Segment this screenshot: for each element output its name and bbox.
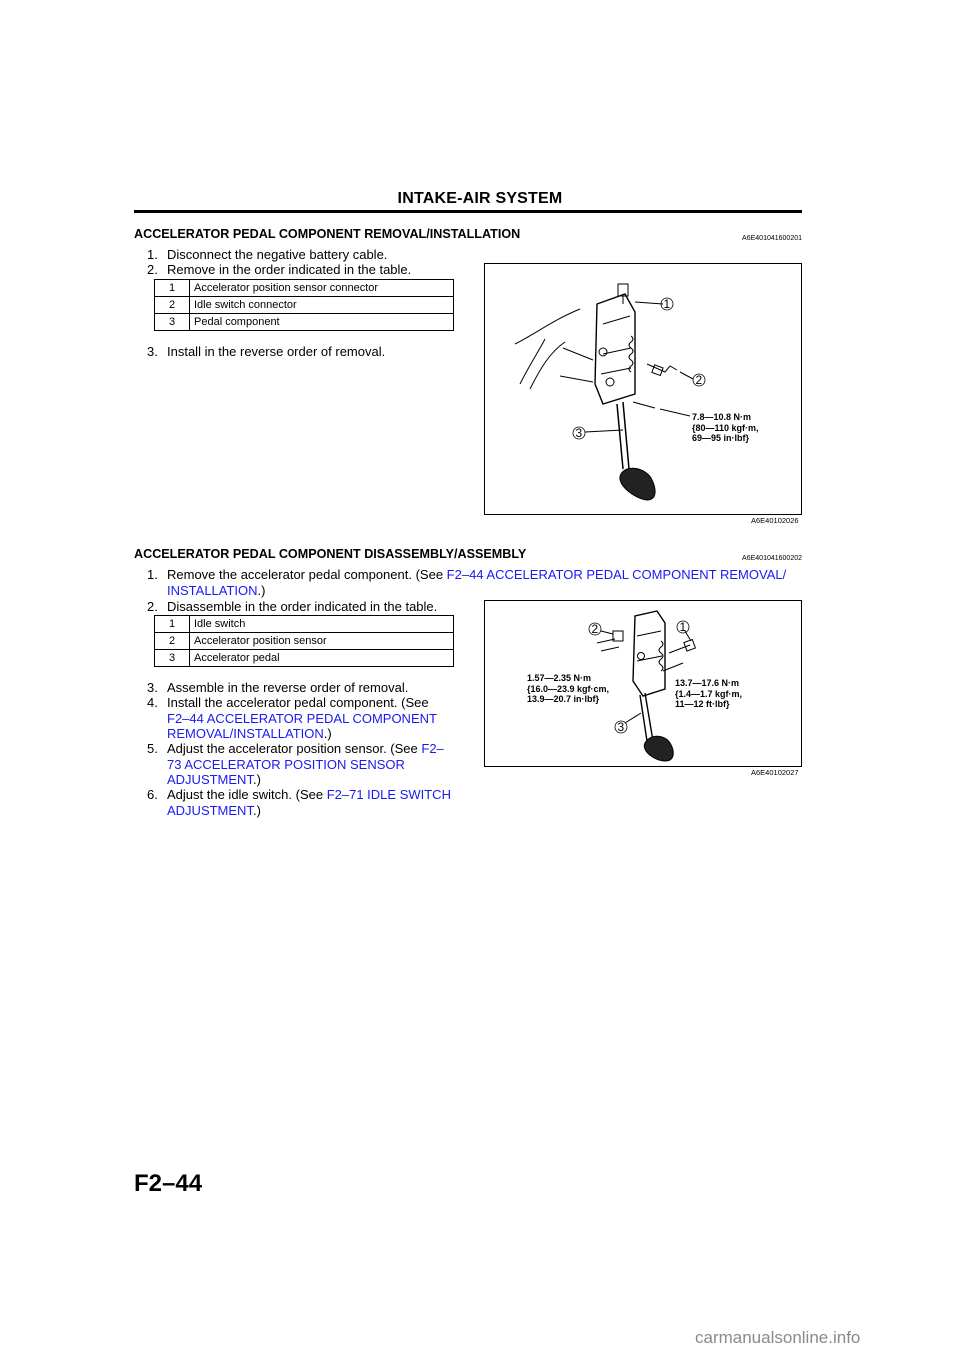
figure1-callout-1: 1 — [663, 297, 671, 311]
figure2-callout-3: 3 — [617, 720, 625, 734]
link-idle-switch-adjustment[interactable]: ADJUSTMENT — [167, 802, 253, 818]
table-row: 3 Pedal component — [155, 314, 454, 331]
page-header-title: INTAKE-AIR SYSTEM — [397, 190, 563, 207]
link-component[interactable]: F2–44 ACCELERATOR PEDAL COMPONENT — [167, 710, 437, 726]
table-row: 1 Idle switch — [155, 616, 454, 633]
watermark: carmanualsonline.info — [695, 1328, 861, 1347]
section2-step-2: 2. Disassemble in the order indicated in the table. — [147, 599, 438, 614]
link-idle-switch[interactable]: F2–71 IDLE SWITCH — [326, 787, 451, 802]
figure2-callout-2: 2 — [591, 622, 599, 636]
table-row: 3 Accelerator pedal — [155, 650, 454, 667]
section2-step-5: 5. Adjust the accelerator position sensor. (See F2– 73 ACCELERATOR POSITION SENSOR ADJUSTMENT.) — [147, 741, 444, 787]
section1-step-2: 2. Remove in the order indicated in the table. — [147, 262, 412, 277]
link-removal-installation-cont[interactable]: INSTALLATION — [167, 582, 258, 598]
section1-title: ACCELERATOR PEDAL COMPONENT REMOVAL/INSTALLATION — [134, 227, 521, 241]
section2-step-3: 3. Assemble in the reverse order of removal. — [147, 680, 409, 695]
table-row: 2 Idle switch connector — [155, 297, 454, 314]
link-aps-adjustment-cont[interactable]: ADJUSTMENT — [167, 772, 253, 787]
page-number: F2–44 — [134, 1170, 203, 1197]
figure-2 — [484, 600, 802, 767]
link-removal-installation[interactable]: F2–44 ACCELERATOR PEDAL COMPONENT REMOVAL/ — [446, 567, 787, 582]
section2-step-1: 1. Remove the accelerator pedal component. (See F2–44 ACCELERATOR PEDAL COMPONENT REMOVAL/ INSTALLATION.) — [147, 567, 787, 598]
figure1-callout-3: 3 — [575, 426, 583, 440]
section1-step-1: 1. Disconnect the negative battery cable. — [147, 247, 388, 262]
table-row: 2 Accelerator position sensor — [155, 633, 454, 650]
figure1-torque-spec: 7.8—10.8 N·m {80—110 kgf·m, 69—95 in·lbf} — [692, 412, 759, 443]
link-removal-installation-2[interactable]: REMOVAL/INSTALLATION — [167, 726, 324, 741]
figure2-code: A6E40102027 — [751, 768, 799, 777]
figure1-code: A6E40102026 — [751, 516, 799, 525]
section1-parts-table — [154, 279, 454, 331]
link-f2-73[interactable]: F2– — [421, 741, 444, 756]
section2-parts-table — [154, 615, 454, 667]
figure-1 — [484, 263, 802, 515]
section2-title: ACCELERATOR PEDAL COMPONENT DISASSEMBLY/ASSEMBLY — [134, 547, 527, 561]
header-rule — [134, 210, 802, 213]
section2-step-4: 4. Install the accelerator pedal component. (See F2–44 ACCELERATOR PEDAL COMPONENT REMOVAL/INSTALLATION.) — [147, 695, 437, 741]
figure2-torque-spec-left: 1.57—2.35 N·m {16.0—23.9 kgf·cm, 13.9—20.7 in·lbf} — [527, 673, 610, 704]
figure1-callout-2: 2 — [695, 373, 703, 387]
section1-step-3: 3. Install in the reverse order of removal. — [147, 344, 386, 359]
figure2-callout-1: 1 — [679, 620, 687, 634]
table-row: 1 Accelerator position sensor connector — [155, 280, 454, 297]
figure2-torque-spec-right: 13.7—17.6 N·m {1.4—1.7 kgf·m, 11—12 ft·lbf} — [675, 678, 743, 709]
link-aps-adjustment[interactable]: 73 ACCELERATOR POSITION SENSOR — [167, 756, 405, 772]
section2-step-6: 6. Adjust the idle switch. (See F2–71 IDLE SWITCH ADJUSTMENT.) — [147, 787, 451, 818]
section2-code: A6E401041600202 — [742, 555, 802, 562]
section1-code: A6E401041600201 — [742, 235, 802, 242]
pedal-assembly-illustration-1 — [485, 264, 801, 514]
